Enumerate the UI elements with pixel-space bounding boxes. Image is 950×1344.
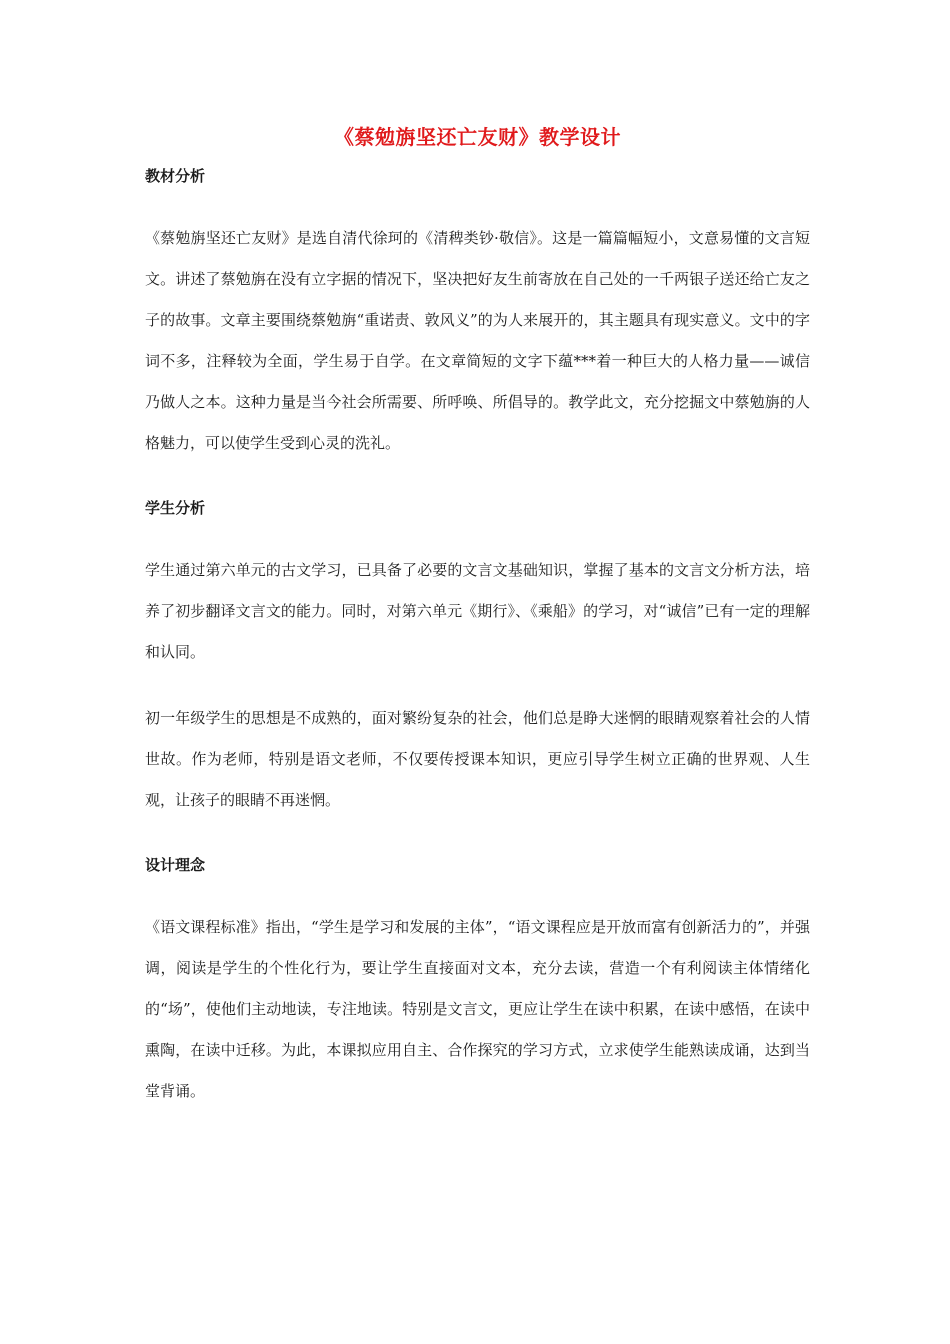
paragraph-student-analysis-2: 初一年级学生的思想是不成熟的，面对繁纷复杂的社会，他们总是睁大迷惘的眼睛观察着社会的人情世故。作为老师，特别是语文老师，不仅要传授课本知识，更应引导学生树立正确的世界观、人生观，让孩子的眼睛不再迷惘。 — [145, 709, 810, 809]
paragraph-design-concept: 《语文课程标准》指出，“学生是学习和发展的主体”，“语文课程应是开放而富有创新活力的”，并强调，阅读是学生的个性化行为，要让学生直接面对文本，充分去读，营造一个有利阅读主体情绪化的“场”，使他们主动地读，专注地读。特别是文言文，更应让学生在读中积累，在读中感悟，在读中熏陶，在读中迁移。为此，本课拟应用自主、合作探究的学习方式，立求使学生能熟读成诵，达到当堂背诵。 — [145, 918, 810, 1100]
paragraph-textbook-analysis: 《蔡勉旃坚还亡友财》是选自清代徐珂的《清稗类钞·敬信》。这是一篇篇幅短小，文意易懂的文言短文。讲述了蔡勉旃在没有立字据的情况下，坚决把好友生前寄放在自己处的一千两银子送还给亡友之子的故事。文章主要围绕蔡勉旃“重诺责、敦风义”的为人来展开的，其主题具有现实意义。文中的字词不多，注释较为全面，学生易于自学。在文章简短的文字下蕴***着一种巨大的人格力量——诚信乃做人之本。这种力量是当今社会所需要、所呼唤、所倡导的。教学此文，充分挖掘文中蔡勉旃的人格魅力，可以使学生受到心灵的洗礼。 — [145, 229, 810, 452]
section-heading-textbook-analysis: 教材分析 — [145, 167, 206, 185]
document-page — [145, 120, 810, 1112]
section-heading-student-analysis: 学生分析 — [145, 499, 206, 517]
section-heading-design-concept: 设计理念 — [145, 856, 206, 874]
paragraph-student-analysis-1: 学生通过第六单元的古文学习，已具备了必要的文言文基础知识，掌握了基本的文言文分析方法，培养了初步翻译文言文的能力。同时，对第六单元《期行》、《乘船》的学习，对“诚信”已有一定的理解和认同。 — [145, 561, 810, 661]
document-title: 《蔡勉旃坚还亡友财》教学设计 — [334, 125, 621, 149]
